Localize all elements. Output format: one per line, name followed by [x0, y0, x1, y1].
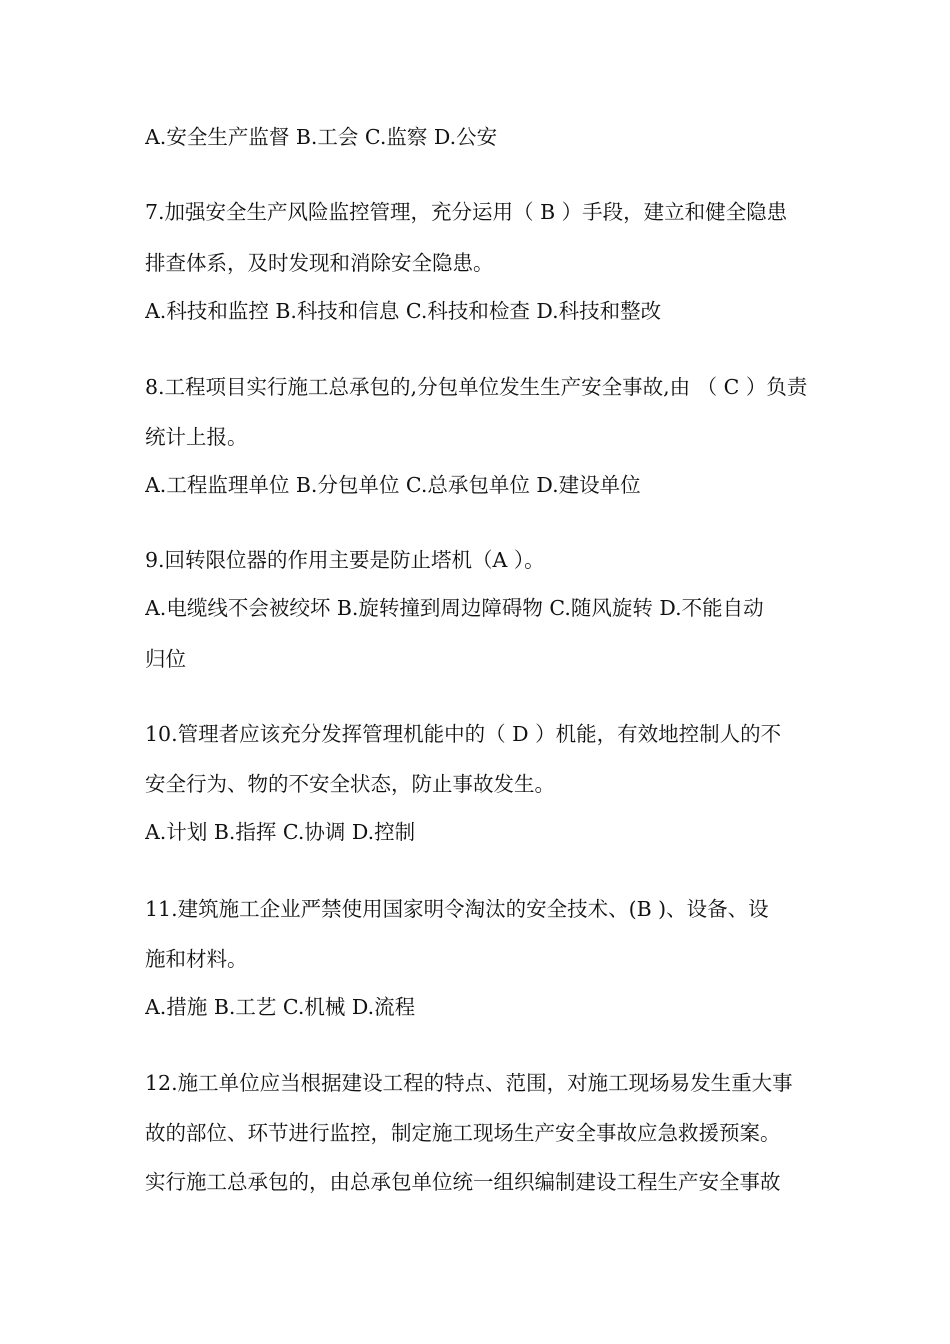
q8-options-line: A.工程监理单位 B.分包单位 C.总承包单位 D.建设单位 [145, 473, 641, 497]
q7-options-line: A.科技和监控 B.科技和信息 C.科技和检查 D.科技和整改 [145, 299, 662, 323]
q11-question-line-1: 11.建筑施工企业严禁使用国家明令淘汰的安全技术、(B )、设备、设 [145, 897, 769, 921]
q11-question-line-2: 施和材料。 [145, 947, 248, 971]
q7-question-line-1: 7.加强安全生产风险监控管理，充分运用（ B ）手段，建立和健全隐患 [145, 200, 788, 224]
q9-options-line-1: A.电缆线不会被绞坏 B.旋转撞到周边障碍物 C.随风旋转 D.不能自动 [145, 596, 764, 620]
q11-options-line: A.措施 B.工艺 C.机械 D.流程 [145, 995, 416, 1019]
q10-options-line: A.计划 B.指挥 C.协调 D.控制 [145, 820, 416, 844]
q12-question-line-2: 故的部位、环节进行监控，制定施工现场生产安全事故应急救援预案。 [145, 1121, 781, 1145]
q10-question-line-1: 10.管理者应该充分发挥管理机能中的（ D ）机能，有效地控制人的不 [145, 722, 782, 746]
q10-question-line-2: 安全行为、物的不安全状态，防止事故发生。 [145, 772, 555, 796]
q6-options-line: A.安全生产监督 B.工会 C.监察 D.公安 [145, 125, 498, 149]
q9-question-line-1: 9.回转限位器的作用主要是防止塔机（A ）。 [145, 548, 545, 572]
q12-question-line-1: 12.施工单位应当根据建设工程的特点、范围，对施工现场易发生重大事 [145, 1071, 793, 1095]
q8-question-line-1: 8.工程项目实行施工总承包的,分包单位发生生产安全事故,由 （ C ）负责 [145, 375, 808, 399]
q9-options-line-2: 归位 [145, 647, 186, 671]
q12-question-line-3: 实行施工总承包的，由总承包单位统一组织编制建设工程生产安全事故 [145, 1170, 781, 1194]
q7-question-line-2: 排查体系，及时发现和消除安全隐患。 [145, 251, 494, 275]
q8-question-line-2: 统计上报。 [145, 425, 248, 449]
